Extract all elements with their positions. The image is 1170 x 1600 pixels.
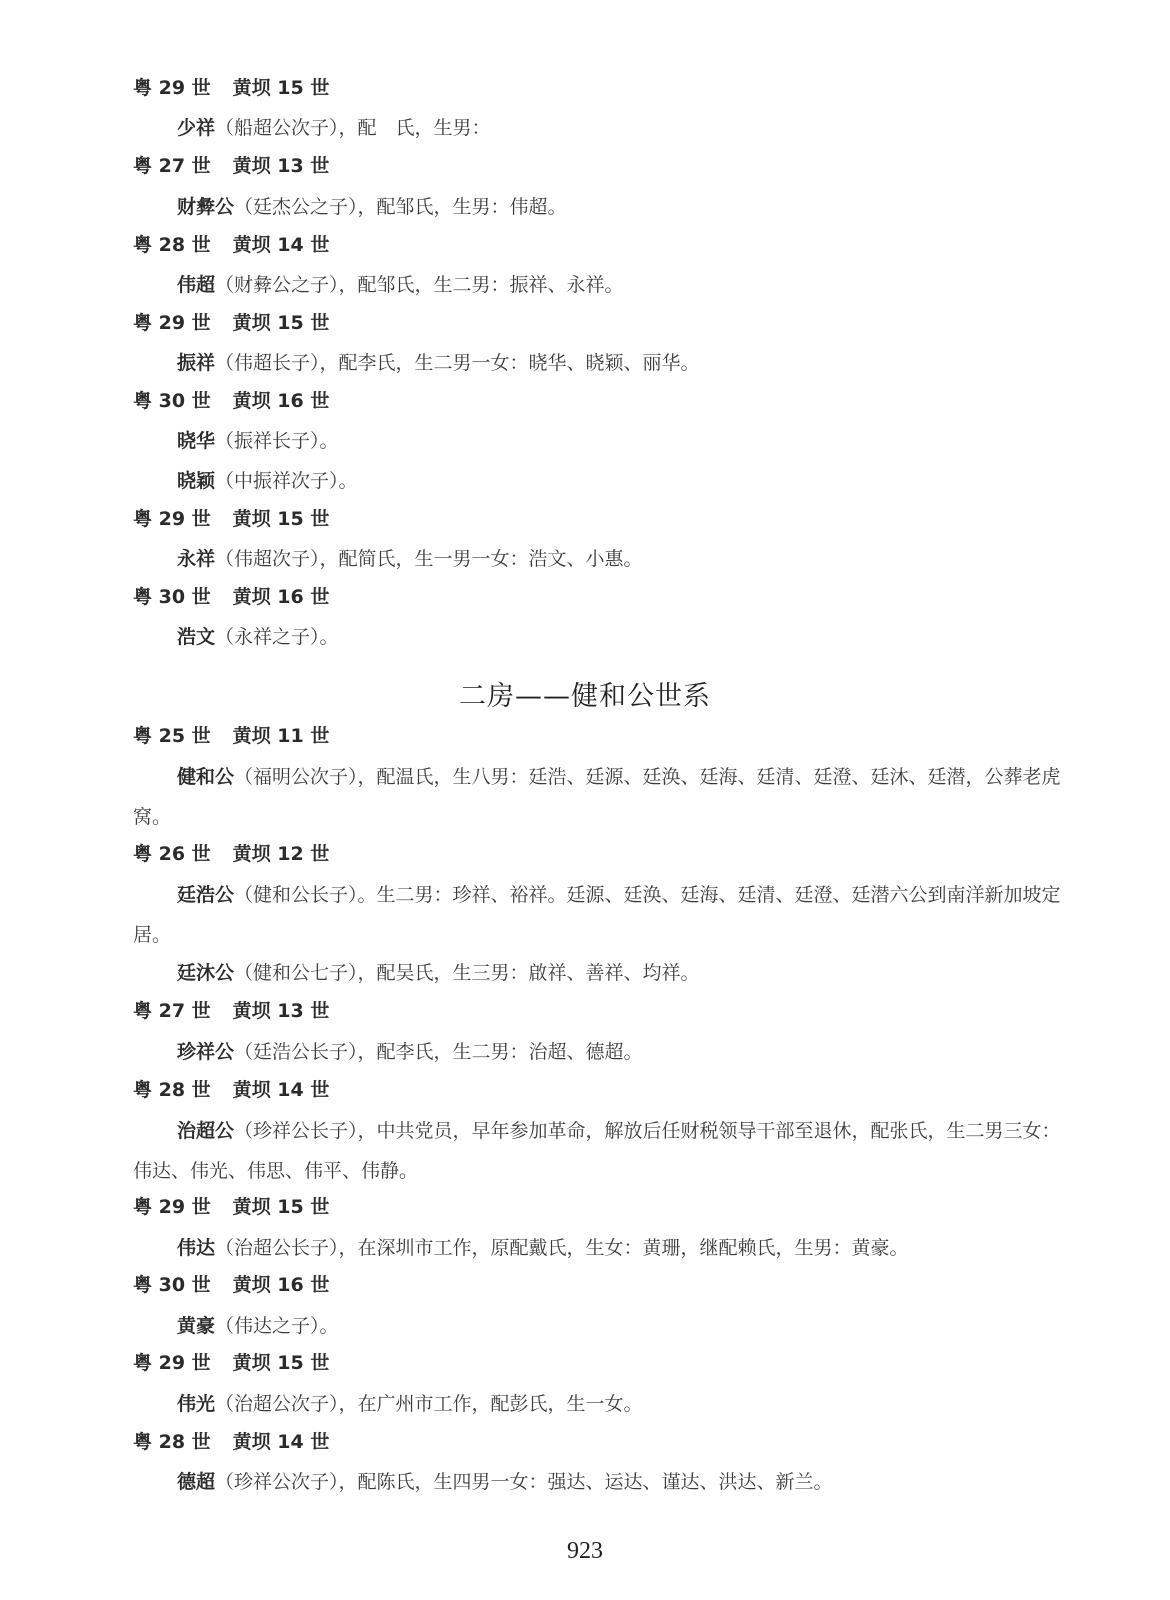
huangba-generation: 黄坝 14 世 xyxy=(232,1431,330,1453)
huangba-generation: 黄坝 14 世 xyxy=(232,234,330,256)
huangba-generation: 黄坝 14 世 xyxy=(232,1079,330,1101)
yue-generation: 粤 29 世 xyxy=(133,77,211,99)
huangba-generation: 黄坝 16 世 xyxy=(232,390,330,412)
huangba-generation: 黄坝 16 世 xyxy=(232,1274,330,1296)
generation-heading xyxy=(133,1348,329,1378)
person-name: 财彜公 xyxy=(177,196,235,218)
genealogy-entry xyxy=(133,1306,1068,1346)
section-title: 二房——健和公世系 xyxy=(459,681,711,712)
generation-heading xyxy=(133,721,329,751)
yue-generation: 粤 26 世 xyxy=(133,843,211,865)
person-name: 健和公 xyxy=(177,766,235,788)
huangba-generation: 黄坝 13 世 xyxy=(232,155,330,177)
person-name: 黄豪 xyxy=(177,1315,216,1337)
generation-heading xyxy=(133,1075,329,1105)
generation-heading xyxy=(133,386,329,416)
yue-generation: 粤 30 世 xyxy=(133,586,211,608)
generation-heading xyxy=(133,230,329,260)
person-name: 治超公 xyxy=(177,1120,235,1142)
yue-generation: 粤 28 世 xyxy=(133,1431,211,1453)
yue-generation: 粤 28 世 xyxy=(133,1079,211,1101)
generation-heading xyxy=(133,582,329,612)
person-name: 德超 xyxy=(177,1471,216,1493)
entry-text: （廷浩公长子），配李氏，生二男：治超、德超。 xyxy=(234,1041,643,1063)
generation-heading xyxy=(133,151,329,181)
person-name: 伟光 xyxy=(177,1393,216,1415)
person-name: 廷沐公 xyxy=(177,962,235,984)
person-name: 伟达 xyxy=(177,1237,216,1259)
huangba-generation: 黄坝 16 世 xyxy=(232,586,330,608)
entry-text: （廷杰公之子），配邹氏，生男：伟超。 xyxy=(234,196,567,218)
yue-generation: 粤 29 世 xyxy=(133,1352,211,1374)
entry-text: （永祥之子）。 xyxy=(215,626,339,648)
entry-text: （伟达之子）。 xyxy=(215,1315,339,1337)
yue-generation: 粤 27 世 xyxy=(133,1000,211,1022)
person-name: 少祥 xyxy=(177,117,216,139)
page-number: 923 xyxy=(567,1538,603,1564)
entry-text: （财彜公之子），配邹氏，生二男：振祥、永祥。 xyxy=(215,274,624,296)
person-name: 晓颖 xyxy=(177,470,216,492)
entry-text: （船超公次子），配 氏，生男： xyxy=(215,117,491,139)
genealogy-entry xyxy=(133,539,1068,579)
person-name: 浩文 xyxy=(177,626,216,648)
entry-text: （伟超次子），配简氏，生一男一女：浩文、小惠。 xyxy=(215,548,643,570)
entry-text: （健和公长子）。生二男：珍祥、裕祥。廷源、廷涣、廷海、廷清、廷澄、廷潜六公到南洋新加坡定居。 xyxy=(133,884,1061,946)
person-name: 伟超 xyxy=(177,274,216,296)
huangba-generation: 黄坝 15 世 xyxy=(232,77,330,99)
huangba-generation: 黄坝 15 世 xyxy=(232,1196,330,1218)
genealogy-entry xyxy=(133,953,1068,993)
genealogy-entry xyxy=(133,265,1068,305)
person-name: 永祥 xyxy=(177,548,216,570)
genealogy-entry xyxy=(133,461,1068,501)
entry-text: （伟超长子），配李氏，生二男一女：晓华、晓颖、丽华。 xyxy=(215,352,700,374)
entry-text: （福明公次子），配温氏，生八男：廷浩、廷源、廷涣、廷海、廷清、廷澄、廷沐、廷潜，公葬老虎窝。 xyxy=(133,766,1061,828)
huangba-generation: 黄坝 11 世 xyxy=(232,725,330,747)
generation-heading xyxy=(133,1270,329,1300)
genealogy-entry xyxy=(133,1384,1068,1424)
generation-heading xyxy=(133,504,329,534)
huangba-generation: 黄坝 15 世 xyxy=(232,508,330,530)
yue-generation: 粤 29 世 xyxy=(133,312,211,334)
entry-text: （振祥长子）。 xyxy=(215,430,339,452)
entry-text: （中振祥次子）。 xyxy=(215,470,358,492)
yue-generation: 粤 27 世 xyxy=(133,155,211,177)
yue-generation: 粤 30 世 xyxy=(133,390,211,412)
genealogy-entry xyxy=(133,1462,1068,1502)
huangba-generation: 黄坝 12 世 xyxy=(232,843,330,865)
person-name: 珍祥公 xyxy=(177,1041,235,1063)
yue-generation: 粤 29 世 xyxy=(133,508,211,530)
genealogy-entry xyxy=(133,757,1068,837)
huangba-generation: 黄坝 13 世 xyxy=(232,1000,330,1022)
genealogy-entry xyxy=(133,1228,1068,1268)
yue-generation: 粤 30 世 xyxy=(133,1274,211,1296)
genealogy-entry xyxy=(133,1111,1068,1191)
generation-heading xyxy=(133,73,329,103)
genealogy-entry xyxy=(133,617,1068,657)
entry-text: （珍祥公长子），中共党员，早年参加革命，解放后任财税领导干部至退休，配张氏，生二男三女：伟达、伟光、伟思、伟平、伟静。 xyxy=(133,1120,1061,1182)
yue-generation: 粤 25 世 xyxy=(133,725,211,747)
genealogy-entry xyxy=(133,875,1068,955)
yue-generation: 粤 28 世 xyxy=(133,234,211,256)
generation-heading xyxy=(133,839,329,869)
genealogy-entry xyxy=(133,108,1068,148)
entry-text: （健和公七子），配吴氏，生三男：啟祥、善祥、均祥。 xyxy=(234,962,700,984)
genealogy-entry xyxy=(133,421,1068,461)
genealogy-entry xyxy=(133,187,1068,227)
huangba-generation: 黄坝 15 世 xyxy=(232,1352,330,1374)
generation-heading xyxy=(133,996,329,1026)
person-name: 振祥 xyxy=(177,352,216,374)
person-name: 晓华 xyxy=(177,430,216,452)
genealogy-entry xyxy=(133,1032,1068,1072)
generation-heading xyxy=(133,1427,329,1457)
genealogy-entry xyxy=(133,343,1068,383)
person-name: 廷浩公 xyxy=(177,884,235,906)
entry-text: （治超公次子），在广州市工作，配彭氏，生一女。 xyxy=(215,1393,643,1415)
yue-generation: 粤 29 世 xyxy=(133,1196,211,1218)
entry-text: （治超公长子），在深圳市工作，原配戴氏，生女：黄珊，继配赖氏，生男：黄豪。 xyxy=(215,1237,909,1259)
generation-heading xyxy=(133,1192,329,1222)
generation-heading xyxy=(133,308,329,338)
huangba-generation: 黄坝 15 世 xyxy=(232,312,330,334)
entry-text: （珍祥公次子），配陈氏，生四男一女：强达、运达、谨达、洪达、新兰。 xyxy=(215,1471,833,1493)
